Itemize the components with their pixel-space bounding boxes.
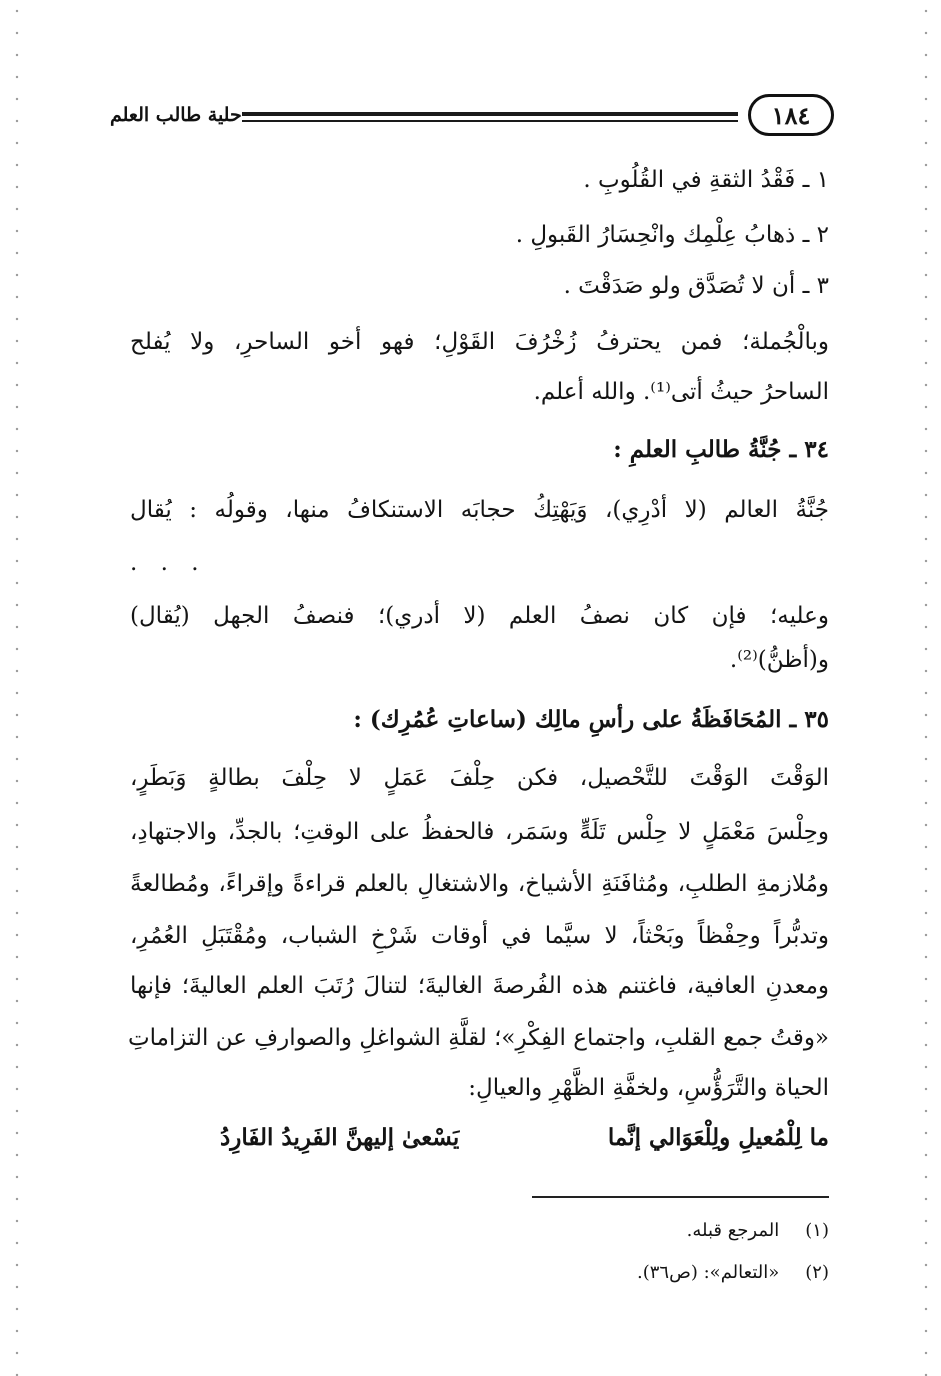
header-rule bbox=[242, 112, 738, 122]
paragraph-line: «وقتُ جمع القلبِ، واجتماع الفِكْرِ»؛ لقلَّةِ الشواغلِ والصوارفِ عن التزاماتِ bbox=[128, 1025, 829, 1051]
page-header bbox=[110, 94, 834, 144]
paragraph-line: الوَقْتَ الوَقْتَ للتَّحْصيل، فكن حِلْفَ عَمَلٍ لا حِلْفَ بطالةٍ وَبَطَرٍ، bbox=[130, 765, 829, 791]
right-edge-dots bbox=[923, 0, 929, 1376]
list-item: ١ ـ فَقْدُ الثقةِ في القُلُوبِ . bbox=[583, 167, 829, 193]
section-heading: ٣٤ ـ جُنَّةُ طالبِ العلمِ : bbox=[613, 436, 829, 463]
paragraph-line: جُنَّةُ العالم (لا أدْرِي)، وَيَهْتِكُ حجابَه الاستنكافُ منها، وقولُه : يُقال bbox=[130, 497, 829, 523]
paragraph-line: ومعدنِ العافية، فاغتنم هذه الفُرصةَ الغاليةَ؛ لتنالَ رُتَبَ العلم العاليةَ؛ فإنها bbox=[130, 973, 829, 999]
footnote-number: (٢) bbox=[805, 1262, 829, 1283]
footnote-separator bbox=[532, 1196, 829, 1198]
paragraph-line: وعليه؛ فإن كان نصفُ العلم (لا أدري)؛ فنصفُ الجهل (يُقال) bbox=[130, 603, 829, 629]
footnote-text: المرجع قبله. bbox=[686, 1220, 780, 1241]
footnote-text: «التعالم»: (ص٣٦). bbox=[637, 1262, 780, 1283]
list-item: ٢ ـ ذهابُ عِلْمِك وانْحِسَارُ القَبولِ . bbox=[515, 222, 829, 248]
paragraph-line: وبالْجُملة؛ فمن يحترفُ زُخْرُفَ القَوْلِ؛ فهو أخو الساحرِ، ولا يُفلح bbox=[130, 329, 829, 355]
footnote bbox=[687, 1216, 829, 1246]
paragraph-line: ومُلازمةِ الطلبِ، ومُثافَنَةِ الأشياخ، والاشتغالِ بالعلم قراءةً وإقراءً، ومُطالعةً bbox=[130, 871, 829, 897]
paragraph-line: الحياة والتَّرَؤُّسِ، ولخفَّةِ الظَّهْرِ والعيالِ: bbox=[468, 1075, 829, 1101]
paragraph-line: الساحرُ حيثُ أتى⁽¹⁾. والله أعلم. bbox=[533, 379, 829, 405]
ellipsis: . . . bbox=[130, 550, 207, 576]
page-number-badge: ١٨٤ bbox=[748, 94, 834, 136]
footnote-number: (١) bbox=[805, 1220, 829, 1241]
paragraph-line: وحِلْسَ مَعْمَلٍ لا حِلْس تَلَهٍّ وسَمَر، فالحفظُ على الوقتِ؛ بالجدِّ، والاجتهادِ، bbox=[130, 819, 829, 845]
list-item: ٣ ـ أن لا تُصَدَّق ولو صَدَقْتَ . bbox=[563, 273, 829, 299]
running-title: حلية طالب العلم bbox=[110, 104, 242, 126]
footnote bbox=[637, 1258, 829, 1288]
paragraph-line: و(أظنُّ)⁽²⁾. bbox=[729, 647, 829, 673]
verse-second-half: يَسْعىٰ إليهنَّ الفَرِيدُ الفَارِدُ bbox=[220, 1124, 460, 1151]
verse-first-half: ما لِلْمُعيلِ ولِلْعَوَالي إنَّما bbox=[607, 1124, 829, 1151]
paragraph-line: وتدبُّراً وحِفْظاً وبَحْثاً، لا سيَّما في أوقات شَرْخِ الشباب، ومُقْتَبَلِ العُمُرِ، bbox=[130, 923, 829, 949]
section-heading: ٣٥ ـ المُحَافَظَةُ على رأسِ مالِك (ساعاتِ عُمُرِك) : bbox=[353, 706, 829, 733]
left-edge-dots bbox=[14, 0, 20, 1376]
